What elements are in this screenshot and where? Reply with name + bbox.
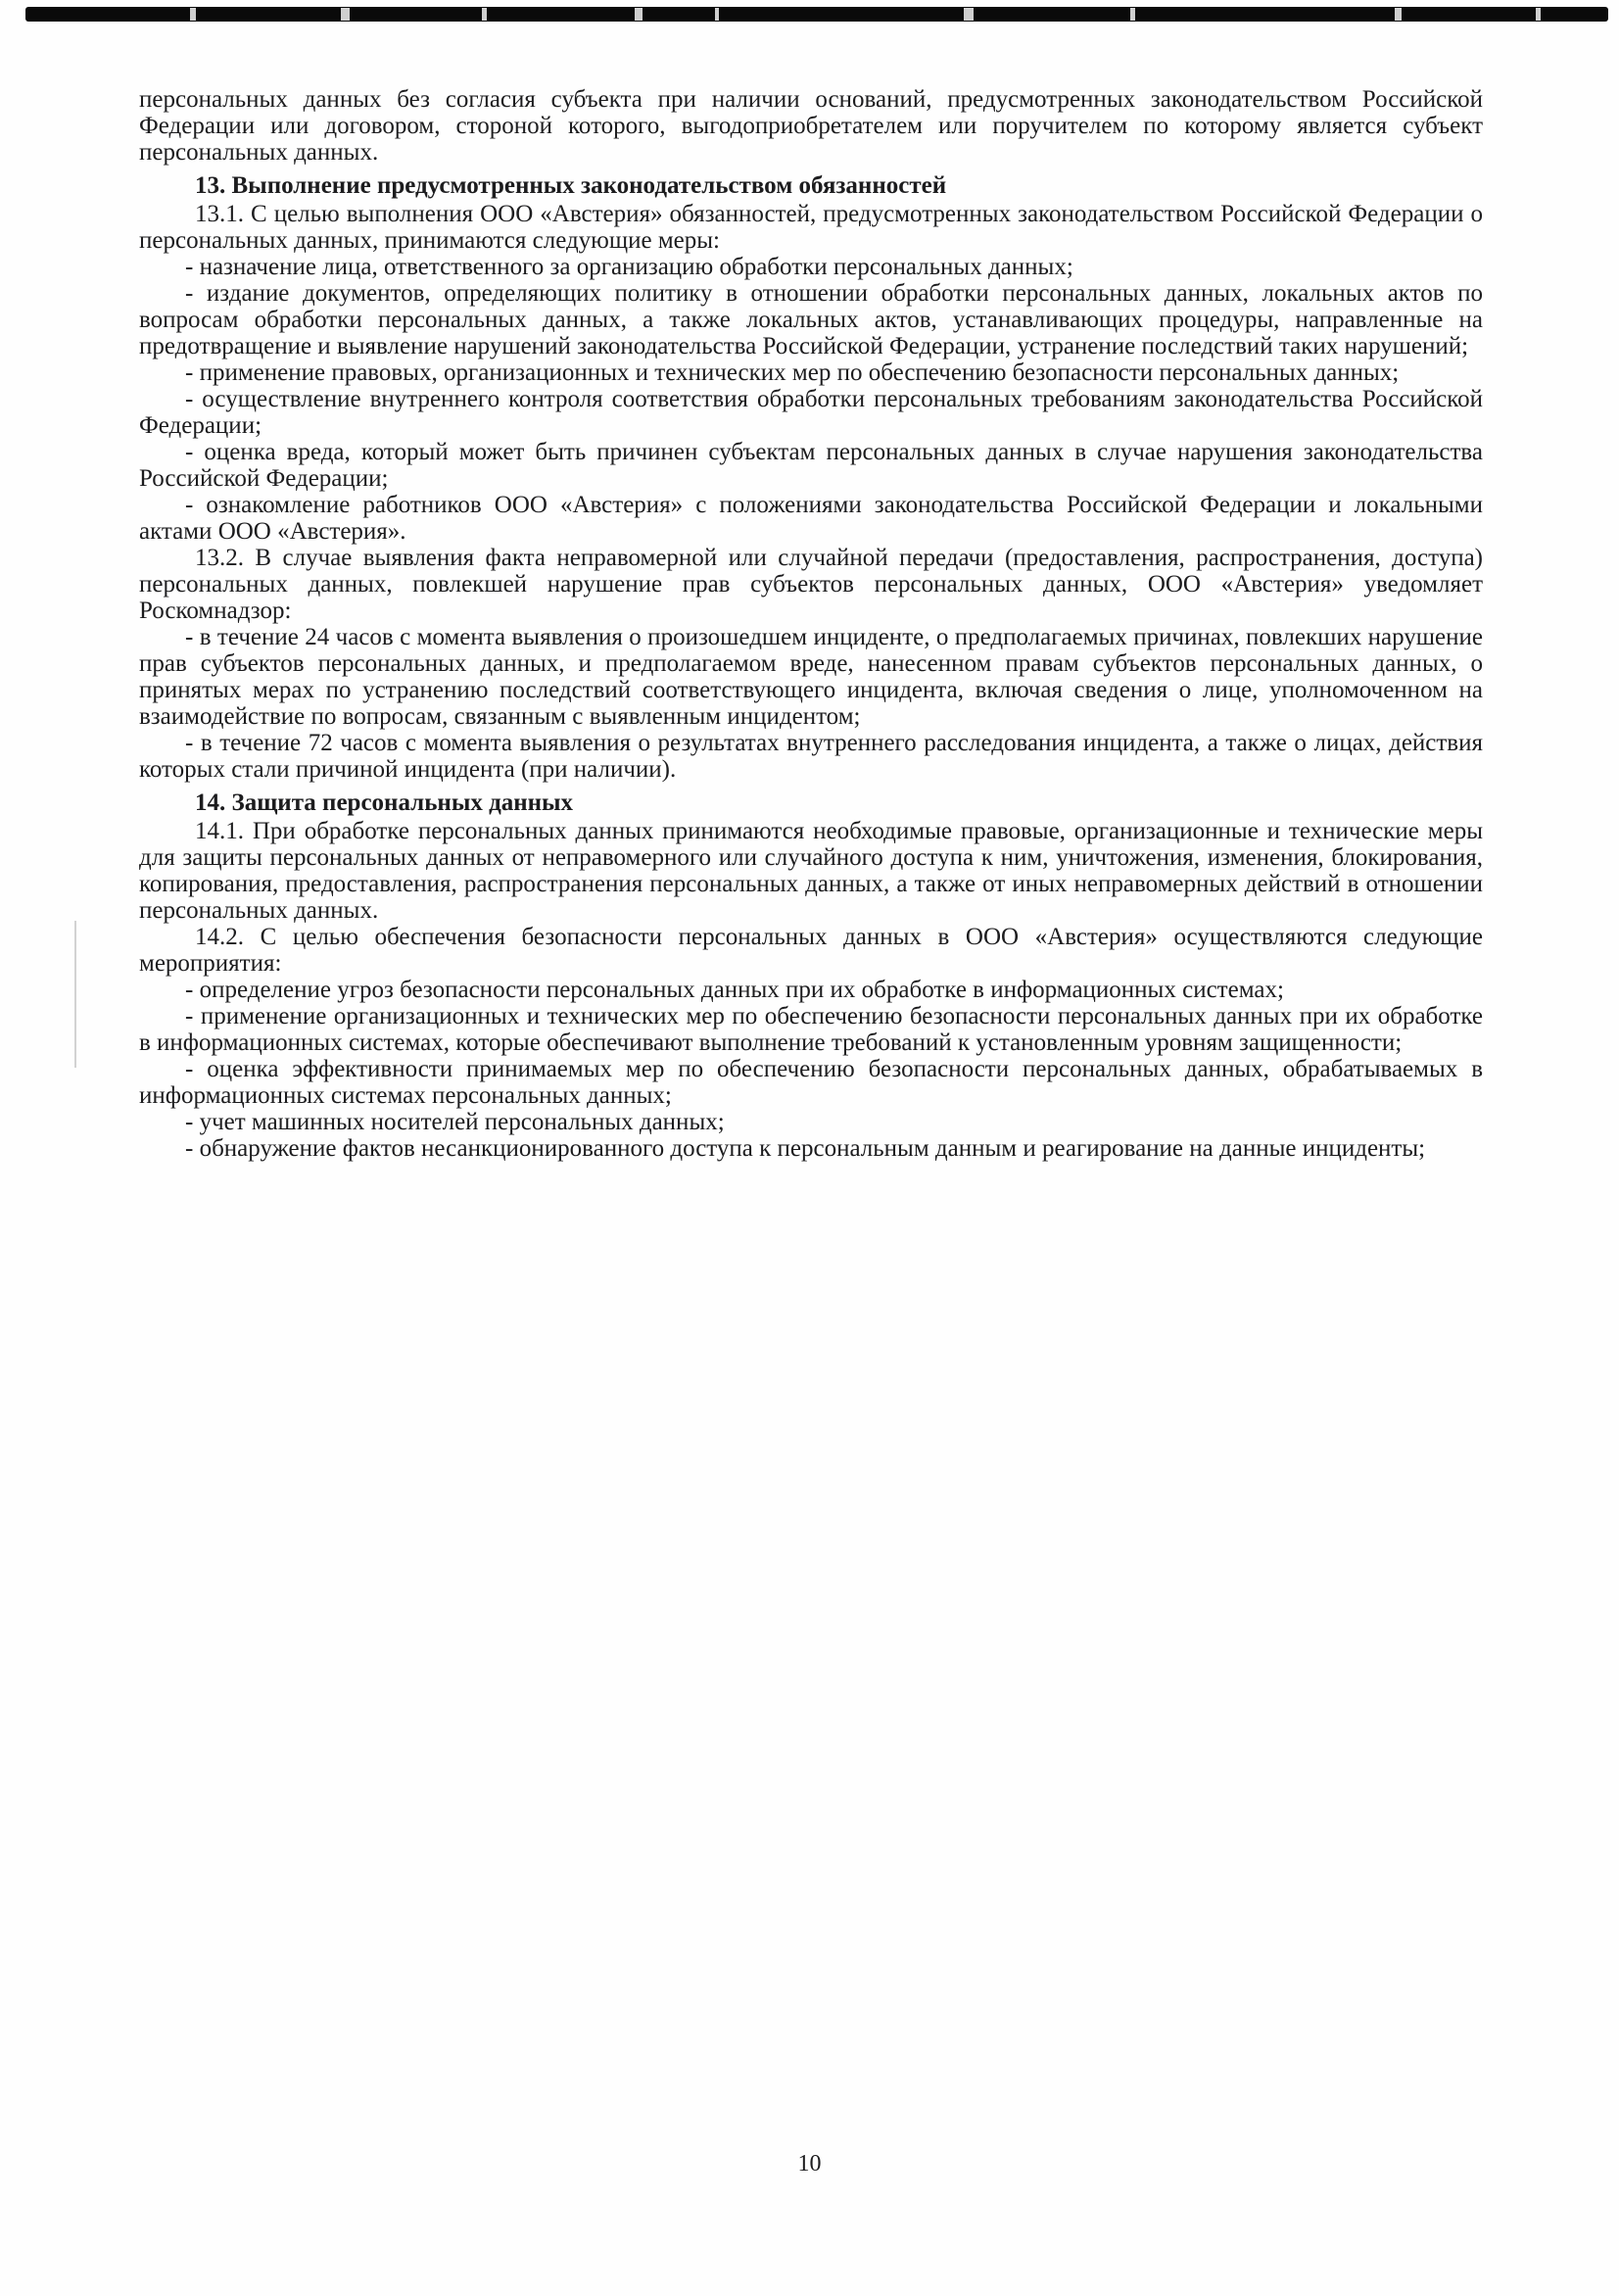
paragraph: персональных данных без согласия субъекта при наличии оснований, предусмотренных законодательством Российской Федерации или договором, стороной которого, выгодоприобретателем или поручителем по которому является субъект персональных данных. <box>139 86 1483 166</box>
paragraph: - в течение 72 часов с момента выявления о результатах внутреннего расследования инцидента, а также о лицах, действия которых стали причиной инцидента (при наличии). <box>139 730 1483 783</box>
paragraph: - назначение лица, ответственного за организацию обработки персональных данных; <box>185 254 1073 280</box>
scan-notch <box>482 8 487 21</box>
paragraph: 14.1. При обработке персональных данных принимаются необходимые правовые, организационные и технические меры для защиты персональных данных от неправомерного или случайного доступа к ним, уничтожения, изменения, блокирования, копирования, предоставления, распространения персональных данных, а также от иных неправомерных действий в отношении персональных данных. <box>139 818 1483 924</box>
paragraph: - учет машинных носителей персональных данных; <box>185 1109 725 1135</box>
paragraph: - ознакомление работников ООО «Австерия» с положениями законодательства Российской Федерации и локальными актами ООО «Австерия». <box>139 492 1483 545</box>
section-heading: 13. Выполнение предусмотренных законодательством обязанностей <box>195 172 947 199</box>
paragraph: - оценка эффективности принимаемых мер по обеспечению безопасности персональных данных, обрабатываемых в информационных системах персональных данных; <box>139 1056 1483 1109</box>
scan-notch <box>964 8 974 21</box>
paragraph: - оценка вреда, который может быть причинен субъектам персональных данных в случае нарушения законодательства Российской Федерации; <box>139 439 1483 492</box>
scan-notch <box>1536 8 1541 21</box>
paragraph: 13.1. С целью выполнения ООО «Австерия» обязанностей, предусмотренных законодательством Российской Федерации о персональных данных, принимаются следующие меры: <box>139 201 1483 254</box>
paragraph: - обнаружение фактов несанкционированного доступа к персональным данным и реагирование на данные инциденты; <box>185 1135 1426 1162</box>
document-body <box>139 86 1483 1162</box>
scan-notch <box>190 8 196 21</box>
paragraph: - осуществление внутреннего контроля соответствия обработки персональных требованиям законодательства Российской Федерации; <box>139 386 1483 439</box>
paragraph: - определение угроз безопасности персональных данных при их обработке в информационных системах; <box>185 977 1284 1003</box>
scan-notch <box>1395 8 1402 21</box>
paragraph: - в течение 24 часов с момента выявления о произошедшем инциденте, о предполагаемых причинах, повлекших нарушение прав субъектов персональных данных, и предполагаемом вреде, нанесенном правам субъектов персональных данных, о принятых мерах по устранению последствий соответствующего инцидента, включая сведения о лице, уполномоченном на взаимодействие по вопросам, связанным с выявленным инцидентом; <box>139 624 1483 730</box>
scan-notch <box>1130 8 1135 21</box>
paragraph: - издание документов, определяющих политику в отношении обработки персональных данных, локальных актов по вопросам обработки персональных данных, а также локальных актов, устанавливающих процедуры, направленные на предотвращение и выявление нарушений законодательства Российской Федерации, устранение последствий таких нарушений; <box>139 280 1483 359</box>
section-heading: 14. Защита персональных данных <box>195 789 574 816</box>
scan-artifact-bar <box>25 7 1608 22</box>
paragraph: - применение организационных и технических мер по обеспечению безопасности персональных данных при их обработке в информационных системах, которые обеспечивают выполнение требований к установленным уровням защищенности; <box>139 1003 1483 1056</box>
scan-notch <box>341 8 350 21</box>
paragraph: - применение правовых, организационных и технических мер по обеспечению безопасности персональных данных; <box>185 359 1400 386</box>
scan-notch <box>715 8 719 21</box>
scan-notch <box>635 8 643 21</box>
scan-artifact-line <box>74 921 76 1068</box>
paragraph: 13.2. В случае выявления факта неправомерной или случайной передачи (предоставления, распространения, доступа) персональных данных, повлекшей нарушение прав субъектов персональных данных, ООО «Австерия» уведомляет Роскомнадзор: <box>139 545 1483 624</box>
page-number: 10 <box>797 2151 822 2176</box>
paragraph: 14.2. С целью обеспечения безопасности персональных данных в ООО «Австерия» осуществляются следующие мероприятия: <box>139 924 1483 977</box>
